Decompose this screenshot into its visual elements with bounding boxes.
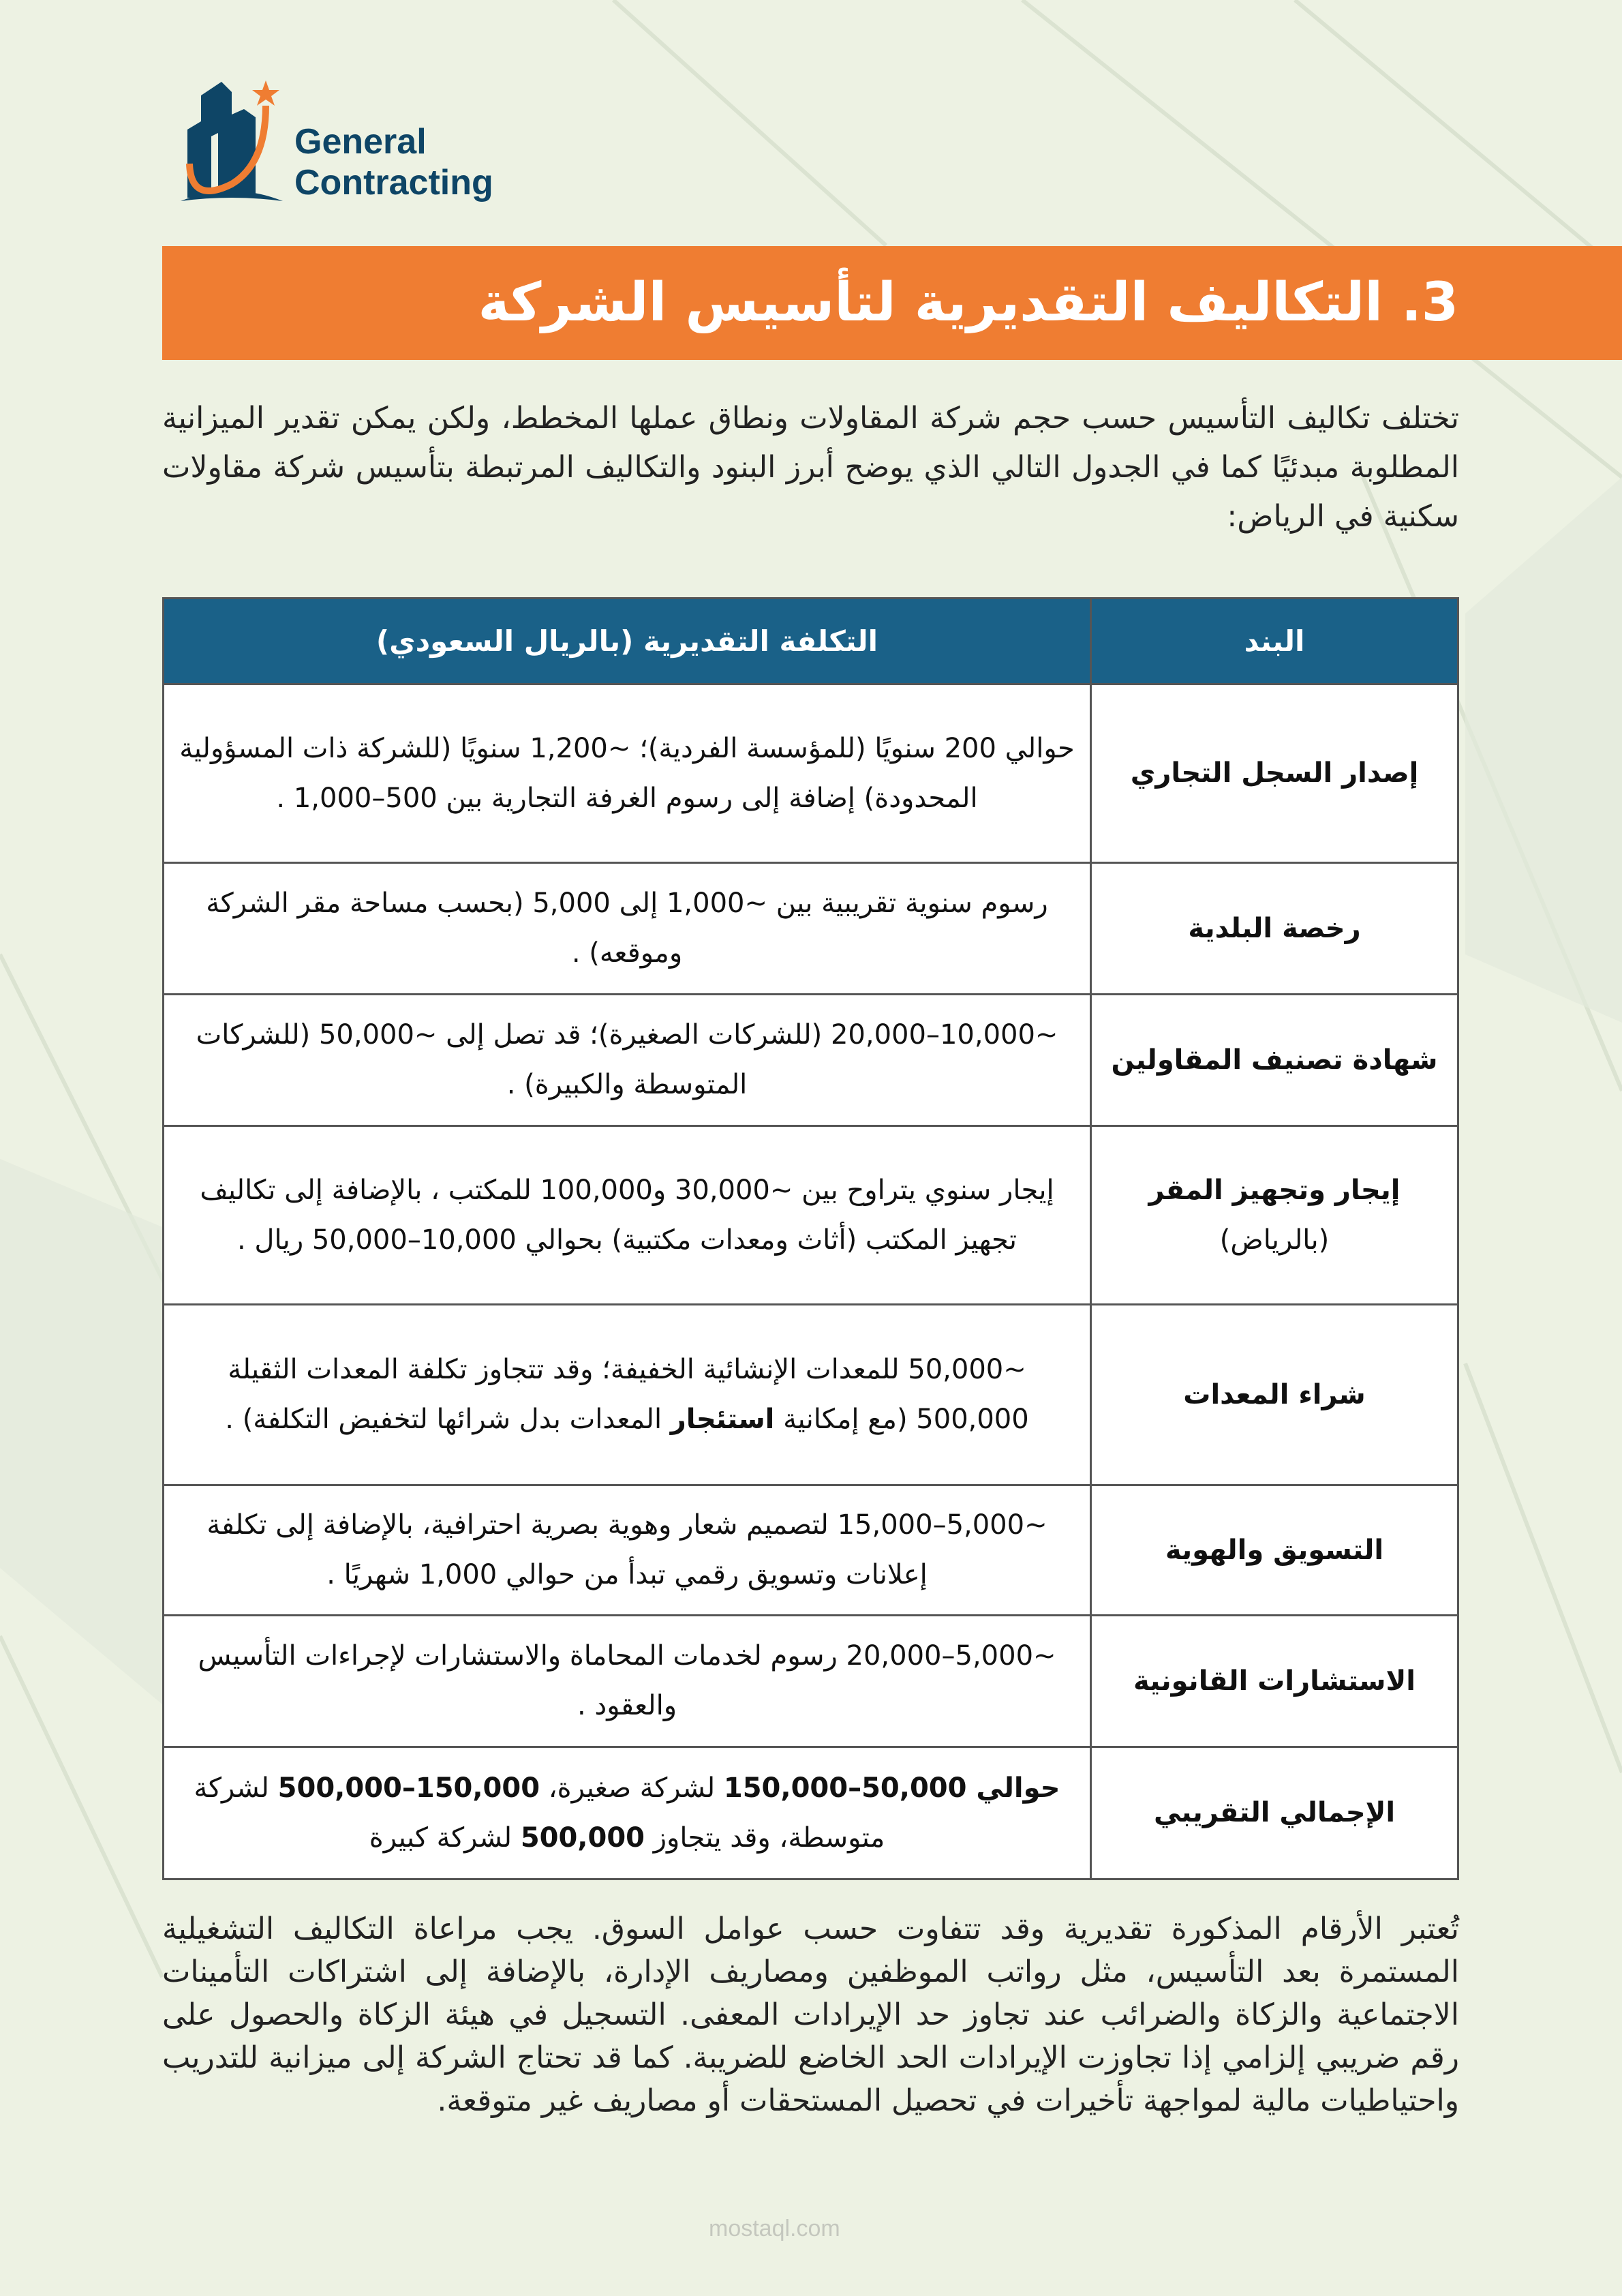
row-cost <box>164 1747 1091 1879</box>
total-large: 500,000 <box>520 1822 645 1854</box>
cost-bold: استئجار <box>670 1404 775 1435</box>
table-row <box>164 863 1458 995</box>
table-row <box>164 1305 1458 1485</box>
logo-line2: Contracting <box>294 163 493 202</box>
row-item: شراء المعدات <box>1091 1305 1458 1485</box>
row-cost <box>164 1305 1091 1485</box>
table-row <box>164 1126 1458 1305</box>
row-item: التسويق والهوية <box>1091 1485 1458 1616</box>
row-item: الاستشارات القانونية <box>1091 1616 1458 1747</box>
header-cost: التكلفة التقديرية (بالريال السعودي) <box>164 599 1091 684</box>
cost-text: لشركة صغيرة، <box>540 1772 724 1804</box>
row-item: إصدار السجل التجاري <box>1091 684 1458 863</box>
row-cost: ~5,000–15,000 لتصميم شعار وهوية بصرية احترافية، بالإضافة إلى تكلفة إعلانات وتسويق رقمي تبدأ من حوالي 1,000 شهريًا . <box>164 1485 1091 1616</box>
cost-text: ~50,000 للمعدات الإنشائية الخفيفة؛ وقد تتجاوز تكلفة المعدات الثقيلة 500,000 (مع إمكانية <box>228 1354 1029 1435</box>
cost-text: المعدات بدل شرائها لتخفيض التكلفة) . <box>225 1404 671 1435</box>
table-header-row <box>164 599 1458 684</box>
table-row <box>164 684 1458 863</box>
row-cost: ~10,000–20,000 (للشركات الصغيرة)؛ قد تصل إلى ~50,000 (للشركات المتوسطة والكبيرة) . <box>164 995 1091 1126</box>
table-row <box>164 1616 1458 1747</box>
logo-line1: General <box>294 122 427 162</box>
total-medium: 150,000–500,000 <box>277 1772 540 1804</box>
cost-table <box>162 597 1459 1880</box>
row-cost: إيجار سنوي يتراوح بين ~30,000 و100,000 للمكتب ، بالإضافة إلى تكاليف تجهيز المكتب (أثاث ومعدات مكتبية) بحوالي 10,000–50,000 ريال . <box>164 1126 1091 1305</box>
row-item: شهادة تصنيف المقاولين <box>1091 995 1458 1126</box>
section-title: 3. التكاليف التقديرية لتأسيس الشركة <box>478 272 1458 333</box>
building-logo-icon <box>164 68 300 211</box>
total-small: حوالي 50,000–150,000 <box>723 1772 1060 1804</box>
cost-text: لشركة كبيرة <box>369 1822 521 1854</box>
table-row <box>164 1485 1458 1616</box>
section-title-bar <box>162 246 1622 360</box>
row-item: رخصة البلدية <box>1091 863 1458 995</box>
cost-text: لشركة متوسطة، وقد يتجاوز <box>194 1772 885 1854</box>
table-row-total <box>164 1747 1458 1879</box>
row-cost: ~5,000–20,000 رسوم لخدمات المحاماة والاستشارات لإجراءات التأسيس والعقود . <box>164 1616 1091 1747</box>
closing-paragraph: تُعتبر الأرقام المذكورة تقديرية وقد تتفاوت حسب عوامل السوق. يجب مراعاة التكاليف التشغيلية المستمرة بعد التأسيس، مثل رواتب الموظفين ومصاريف الإدارة، بالإضافة إلى اشتراكات التأمينات الاجتماعية والزكاة والضرائب عند تجاوز حد الإيرادات المعفى. التسجيل في هيئة الزكاة والحصول على رقم ضريبي إلزامي إذا تجاوزت الإيرادات الحد الخاضع للضريبة. كما قد تحتاج الشركة إلى ميزانية للتدريب واحتياطيات مالية لمواجهة تأخيرات في تحصيل المستحقات أو مصاريف غير متوقعة. <box>162 1912 1459 2118</box>
header-item: البند <box>1091 599 1458 684</box>
row-item <box>1091 1126 1458 1305</box>
row-item: الإجمالي التقريبي <box>1091 1747 1458 1879</box>
row-cost: رسوم سنوية تقريبية بين ~1,000 إلى 5,000 (بحسب مساحة مقر الشركة وموقعه) . <box>164 863 1091 995</box>
row-cost: حوالي 200 سنويًا (للمؤسسة الفردية)؛ ~1,200 سنويًا (للشركة ذات المسؤولية المحدودة) إضافة إلى رسوم الغرفة التجارية بين 500–1,000 . <box>164 684 1091 863</box>
intro-paragraph: تختلف تكاليف التأسيس حسب حجم شركة المقاولات ونطاق عملها المخطط، ولكن يمكن تقدير الميزانية المطلوبة مبدئيًا كما في الجدول التالي الذي يوضح أبرز البنود والتكاليف المرتبطة بتأسيس شركة مقاولات سكنية في الرياض: <box>162 401 1459 534</box>
watermark: mostaql.com <box>709 2216 840 2241</box>
logo-text <box>294 121 493 203</box>
table-row <box>164 995 1458 1126</box>
row-item-label: إيجار وتجهيز المقر <box>1148 1174 1401 1206</box>
row-item-note: (بالرياض) <box>1219 1224 1330 1256</box>
